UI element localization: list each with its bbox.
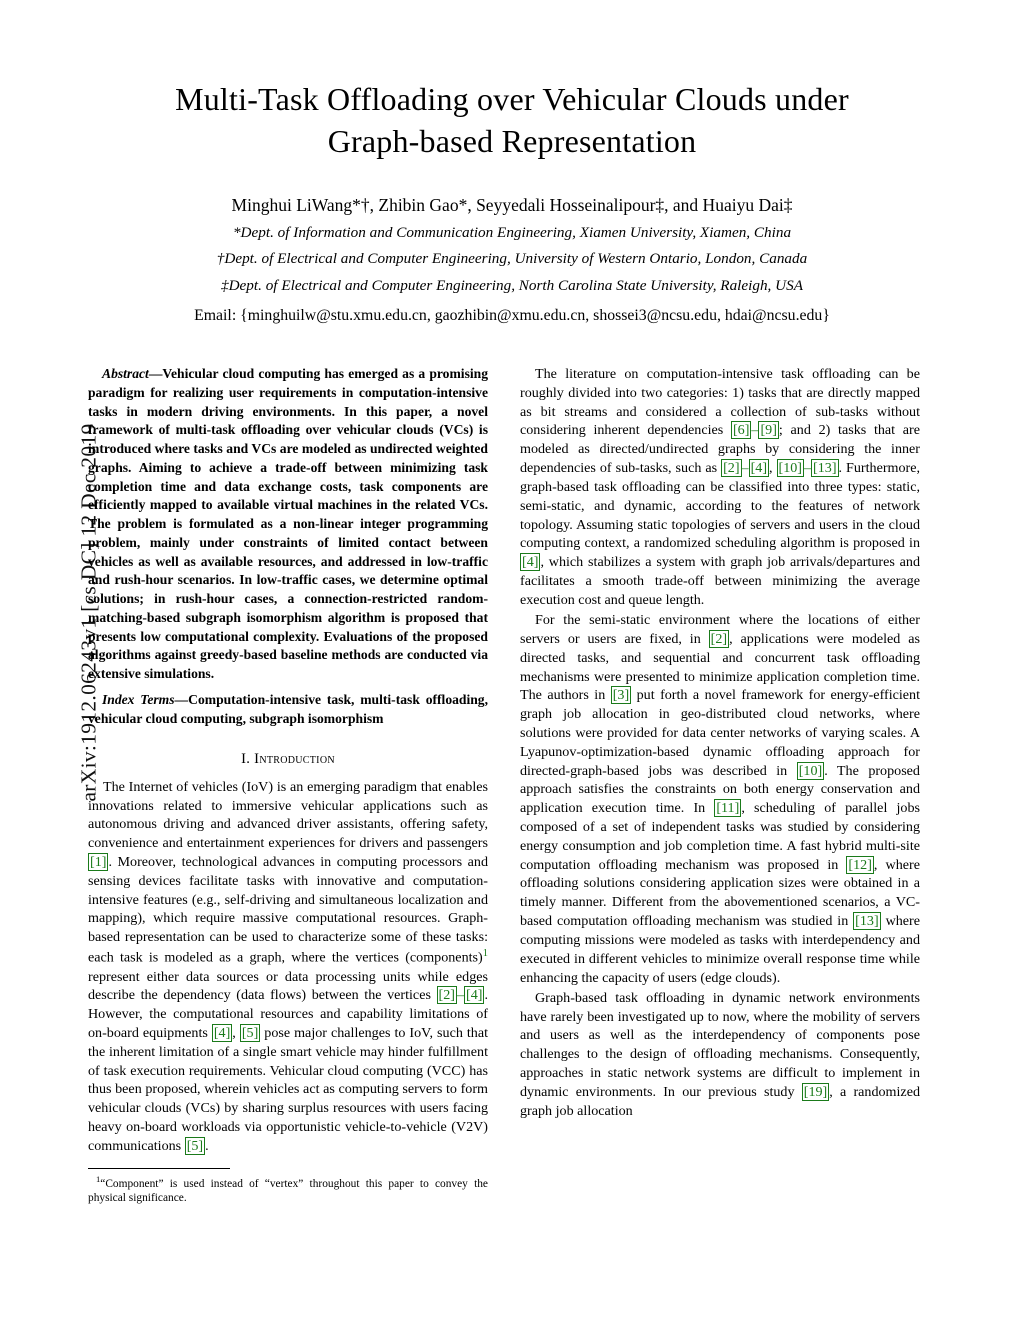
title-line-2: Graph-based Representation xyxy=(327,123,697,160)
column-left xyxy=(88,365,488,1206)
intro-text-f: , xyxy=(232,1024,240,1041)
citation-4c[interactable]: [4] xyxy=(750,460,768,477)
intro-text-a: The Internet of vehicles (IoV) is an emerging paradigm that enables innovations related to immersive vehicular applications such as autonomous driving and advanced driver assistants, offering safety, convenience and entertainment experiences for drivers and passengers xyxy=(88,778,488,852)
title-line-1: Multi-Task Offloading over Vehicular Clouds under xyxy=(175,81,849,117)
rw2-text-g: where computing missions were modeled as tasks with interdependency and executed in different vehicles to minimize overall response time while enhancing the capacity of users (edge clouds). xyxy=(520,913,920,986)
rw1-text-a: The literature on computation-intensive task offloading can be roughly divided into two categories: 1) tasks that are directly mapped as bit streams and considered a collection of sub-tasks without considering inherent dependencies xyxy=(520,366,920,439)
footnote-1 xyxy=(88,1174,488,1206)
rw2-text-f: , where offloading solutions considering application sizes were obtained in a timely manner. Different from the abovementioned scenarios, a VC-based computation offloading mechanism was studied in xyxy=(520,856,920,930)
citation-3[interactable]: [3] xyxy=(612,687,630,704)
citation-4a[interactable]: [4] xyxy=(466,987,483,1004)
page-title xyxy=(88,78,936,162)
rw3-text-b: , a randomized graph job allocation xyxy=(520,1083,920,1119)
citation-dash-1: – xyxy=(751,422,759,439)
rw2-text-a: For the semi-static environment where the locations of either servers or users are fixed, in xyxy=(520,612,920,647)
abstract-label: Abstract xyxy=(102,366,149,381)
citation-2b[interactable]: [2] xyxy=(723,460,740,477)
index-terms-label: Index Terms xyxy=(102,691,175,707)
footnote-divider xyxy=(88,1168,230,1169)
intro-paragraph-1 xyxy=(88,778,488,1156)
rw3-text-a: Graph-based task offloading in dynamic network environments have rarely been investigated up to now, where the mobility of servers and users as well as the interdependency of components pose challenges to the design of offloading mechanisms. Consequently, approaches in static network systems are difficult to implement in dynamic environments. In our previous study xyxy=(520,989,920,1100)
footnote-marker[interactable]: 1 xyxy=(482,948,488,960)
index-terms-text: —Computation-intensive task, multi-task offloading, vehicular cloud computing, subgraph isomorphism xyxy=(88,691,489,726)
intro-text-b: . Moreover, technological advances in computing processors and sensing devices facilitate tasks with innovative and computation-intensive features (e.g., self-driving and simultaneous localization and mapping), which require massive computational resources. Graph-based representation can be used to characterize some of these tasks: each task is modeled as a graph, where the vertices (components) xyxy=(88,853,488,966)
arxiv-stamp: arXiv:1912.06243v1 [cs.DC] 12 Dec 2019 xyxy=(76,423,101,802)
abstract xyxy=(88,365,488,684)
rw1-text-d: . Furthermore, graph-based task offloading can be classified into three types: static, semi-static, and dynamic, according to the features of network topology. Assuming static topologies of servers and users in the cloud computing context, a randomized scheduling algorithm is proposed in xyxy=(520,460,921,552)
citation-6[interactable]: [6] xyxy=(732,422,750,439)
author-list: Minghui LiWang*†, Zhibin Gao*, Seyyedali Hosseinalipour‡, and Huaiyu Dai‡ xyxy=(231,195,793,216)
affiliation-2: †Dept. of Electrical and Computer Engineering, University of Western Ontario, London, Canada xyxy=(216,250,808,268)
citation-5b[interactable]: [5] xyxy=(186,1137,204,1154)
citation-9[interactable]: [9] xyxy=(760,422,777,439)
intro-text-d: represent either data sources or data processing units while edges describe the dependency (data flows) between the vertices xyxy=(88,968,488,1004)
footnote-number: 1 xyxy=(96,1173,101,1184)
citation-dash-2: – xyxy=(741,460,749,477)
citation-13b[interactable]: [13] xyxy=(855,913,879,930)
rw1-text-e: , which stabilizes a system with graph job arrivals/departures and facilitates a smooth trade-off between minimizing the average execution cost and queue length. xyxy=(520,554,920,608)
citation-2[interactable]: [2] xyxy=(438,987,455,1004)
citation-10a[interactable]: [10] xyxy=(778,460,802,477)
rw1-text-b: ; and 2) tasks that are modeled as directed/undirected graphs by considering the inner dependencies of sub-tasks, such as xyxy=(520,422,920,477)
intro-text-g: pose major challenges to IoV, such that the inherent limitation of a single smart vehicle may hinder fulfillment of task execution requirements. Vehicular cloud computing (VCC) has thus been proposed, wherein vehicles act as computing servers to form vehicular clouds (VCs) by sharing surplus resources with users facing heavy on-board workloads via opportunistic vehicle-to-vehicle (V2V) communications xyxy=(88,1024,489,1154)
related-work-paragraph-2 xyxy=(520,611,920,987)
related-work-paragraph-1 xyxy=(520,365,920,610)
rw1-text-c: , xyxy=(769,460,777,477)
footnote-text: “Component” is used instead of “vertex” throughout this paper to convey the physical significance. xyxy=(88,1177,488,1205)
section-heading-introduction: I. Introduction xyxy=(241,751,335,768)
citation-19[interactable]: [19] xyxy=(803,1083,828,1100)
column-right xyxy=(520,365,920,1121)
affiliation-3: ‡Dept. of Electrical and Computer Engineering, North Carolina State University, Raleigh, USA xyxy=(221,276,803,294)
rw2-text-c: put forth a novel framework for energy-efficient graph job allocation in geo-distributed cloud networks, where solutions were provided for data center networks of varying scales. A Lyapunov-optimization-based dynamic offloading approach for directed-graph-based jobs was described in xyxy=(520,687,921,779)
title-block xyxy=(88,78,936,328)
citation-12[interactable]: [12] xyxy=(848,856,872,873)
citation-1[interactable]: [1] xyxy=(90,853,107,870)
related-work-paragraph-3 xyxy=(520,989,920,1121)
intro-text-h: . xyxy=(205,1137,209,1154)
index-terms xyxy=(88,691,488,729)
citation-11[interactable]: [11] xyxy=(716,800,740,817)
abstract-text: —Vehicular cloud computing has emerged as a promising paradigm for realizing user requirements in computation-intensive tasks in modern driving environments. In this paper, a novel framework of multi-task offloading over vehicular clouds (VCs) is introduced where tasks and VCs are modeled as undirected weighted graphs. Aiming to achieve a trade-off between minimizing task completion time and data exchange costs, task components are efficiently mapped to available virtual machines in the related VCs. The problem is formulated as a non-linear integer programming problem, mainly under constraints of limited contact between vehicles as well as available resources, and addressed in low-traffic and rush-hour scenarios. In low-traffic cases, we determine optimal solutions; in rush-hour cases, a connection-restricted random-matching-based subgraph isomorphism algorithm is proposed that presents low computational complexity. Evaluations of the proposed algorithms against greedy-based baseline methods are conducted via extensive simulations. xyxy=(88,366,488,681)
citation-13a[interactable]: [13] xyxy=(813,460,837,477)
citation-2c[interactable]: [2] xyxy=(710,630,728,647)
affiliation-1: *Dept. of Information and Communication Engineering, Xiamen University, Xiamen, China xyxy=(232,223,792,241)
citation-5a[interactable]: [5] xyxy=(241,1024,259,1041)
rw2-text-b: , applications were modeled as directed tasks, and sequential and concurrent task offloading mechanisms were presented to minimize application completion time. The authors in xyxy=(520,630,920,704)
body-columns xyxy=(88,365,944,1275)
citation-4b[interactable]: [4] xyxy=(213,1024,231,1041)
citation-10b[interactable]: [10] xyxy=(798,762,823,779)
citation-4d[interactable]: [4] xyxy=(522,554,539,571)
rw2-text-e: , scheduling of parallel jobs composed of a set of independent tasks was studied by considering energy consumption and job completion time. A fast hybrid multi-site computation offloading mechanism was proposed in xyxy=(520,800,921,873)
citation-dash-3: – xyxy=(804,460,812,477)
citation-dash: – xyxy=(456,987,465,1004)
rw2-text-d: . The proposed approach satisfies the constraints on both energy conservation and application execution time. In xyxy=(520,762,920,817)
email-line: Email: {minghuilw@stu.xmu.edu.cn, gaozhibin@xmu.edu.cn, shossei3@ncsu.edu, hdai@ncsu.edu} xyxy=(194,306,830,324)
intro-text-e: . However, the computational resources and capability limitations of on-board equipments xyxy=(88,987,488,1041)
